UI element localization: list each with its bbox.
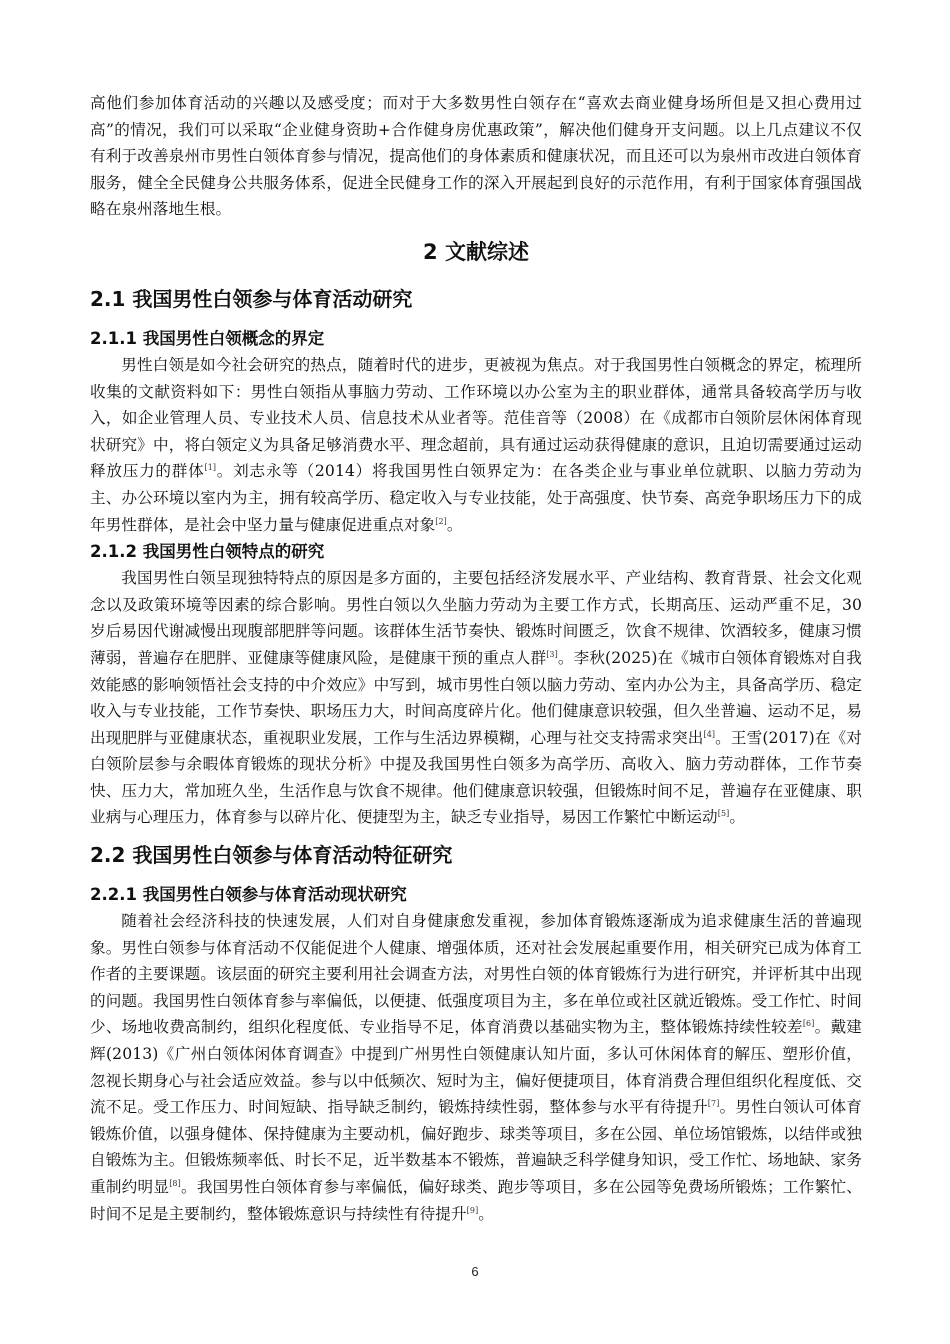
- section-heading-2-2: 2.2 我国男性白领参与体育活动特征研究: [90, 843, 453, 868]
- citation-ref[interactable]: [5]: [717, 809, 730, 819]
- section-heading-2-1: 2.1 我国男性白领参与体育活动研究: [90, 286, 413, 311]
- paragraph-2-2-1: 随着社会经济科技的快速发展，人们对自身健康愈发重视，参加体育锻炼逐渐成为追求健康生活的普遍现象。男性白领参与体育活动不仅能促进个人健康、增强体质，还对社会发展起重要作用，相关研究已成为体育工作者的主要课题。该层面的研究主要利用社会调查方法，对男性白领的体育锻炼行为进行研究，并评析其中出现的问题。我国男性白领体育参与率偏低，以便捷、低强度项目为主，多在单位或社区就近锻炼。受工作忙、时间少、场地收费高制约，组织化程度低、专业指导不足，体育消费以基础实物为主，整体锻炼持续性较差[6]。戴建辉(2013)《广州白领体闲体育调查》中提到广州男性白领健康认知片面，多认可休闲体育的解压、塑形价值，忽视长期身心与社会适应效益。参与以中低频次、短时为主，偏好便捷项目，体育消费合理但组织化程度低、交流不足。受工作压力、时间短缺、指导缺乏制约，锻炼持续性弱，整体参与水平有待提升[7]。男性白领认可体育锻炼价值，以强身健体、保持健康为主要动机，偏好跑步、球类等项目，多在公园、单位场馆锻炼，以结伴或独自锻炼为主。但锻炼频率低、时长不足，近半数基本不锻炼，普遍缺乏科学健身知识，受工作忙、场地缺、家务重制约明显[8]。我国男性白领体育参与率偏低，偏好球类、跑步等项目，多在公园等免费场所锻炼；工作繁忙、时间不足是主要制约，整体锻炼意识与持续性有待提升[9]。: [90, 912, 863, 1223]
- citation-ref[interactable]: [4]: [703, 729, 716, 739]
- intro-paragraph: 高他们参加体育活动的兴趣以及感受度；而对于大多数男性白领存在“喜欢去商业健身场所但是又担心费用过高”的情况，我们可以采取“企业健身资助+合作健身房优惠政策”，解决他们健身开支问题。以上几点建议不仅有利于改善泉州市男性白领体育参与情况，提高他们的身体素质和健康状况，而且还可以为泉州市改进白领体育服务，健全全民健身公共服务体系，促进全民健身工作的深入开展起到良好的示范作用，有利于国家体育强国战略在泉州落地生根。: [90, 94, 862, 219]
- subsection-heading-2-1-2: 2.1.2 我国男性白领特点的研究: [90, 542, 325, 562]
- citation-ref[interactable]: [2]: [435, 516, 447, 526]
- citation-ref[interactable]: [1]: [204, 463, 217, 473]
- citation-ref[interactable]: [6]: [802, 1019, 815, 1029]
- citation-ref[interactable]: [8]: [169, 1178, 181, 1188]
- document-page: [90, 90, 862, 1227]
- citation-ref[interactable]: [3]: [546, 649, 558, 659]
- citation-ref[interactable]: [9]: [466, 1205, 479, 1215]
- page-number: 6: [471, 1264, 479, 1279]
- subsection-heading-2-1-1: 2.1.1 我国男性白领概念的界定: [90, 328, 325, 348]
- citation-ref[interactable]: [7]: [707, 1099, 720, 1109]
- paragraph-2-1-1: 男性白领是如今社会研究的热点，随着时代的进步，更被视为焦点。对于我国男性白领概念的界定，梳理所收集的文献资料如下：男性白领指从事脑力劳动、工作环境以办公室为主的职业群体，通常具备较高学历与收入，如企业管理人员、专业技术人员、信息技术从业者等。范佳音等（2008）在《成都市白领阶层休闲体育现状研究》中，将白领定义为具备足够消费水平、理念超前，具有通过运动获得健康的意识，且迫切需要通过运动释放压力的群体[1]。刘志永等（2014）将我国男性白领界定为：在各类企业与事业单位就职、以脑力劳动为主、办公环境以室内为主，拥有较高学历、稳定收入与专业技能，处于高强度、快节奏、高竞争职场压力下的成年男性群体，是社会中坚力量与健康促进重点对象[2]。: [90, 355, 862, 534]
- subsection-heading-2-2-1: 2.2.1 我国男性白领参与体育活动现状研究: [90, 885, 407, 905]
- paragraph-2-1-2: 我国男性白领呈现独特特点的原因是多方面的，主要包括经济发展水平、产业结构、教育背景、社会文化观念以及政策环境等因素的综合影响。男性白领以久坐脑力劳动为主要工作方式，长期高压、运动严重不足，30 岁后易因代谢减慢出现腹部肥胖等问题。该群体生活节奏快、锻炼时间匮乏，饮食不规律、饮酒较多，健康习惯薄弱，普遍存在肥胖、亚健康等健康风险，是健康干预的重点人群[3]。李秋(2025)在《城市白领体育锻炼对自我效能感的影响领悟社会支持的中介效应》中写到，城市男性白领以脑力劳动、室内办公为主，具备高学历、稳定收入与专业技能，工作节奏快、职场压力大，时间高度碎片化。他们健康意识较强，但久坐普遍、运动不足，易出现肥胖与亚健康状态，重视职业发展，工作与生活边界模糊，心理与社交支持需求突出[4]。王雪(2017)在《对白领阶层参与余暇体育锻炼的现状分析》中提及我国男性白领多为高学历、高收入、脑力劳动群体，工作节奏快、压力大，常加班久坐，生活作息与饮食不规律。他们健康意识较强，但锻炼时间不足，普遍存在亚健康、职业病与心理压力，体育参与以碎片化、便捷型为主，缺乏专业指导，易因工作繁忙中断运动[5]。: [90, 569, 862, 827]
- chapter-title: 2 文献综述: [423, 239, 529, 264]
